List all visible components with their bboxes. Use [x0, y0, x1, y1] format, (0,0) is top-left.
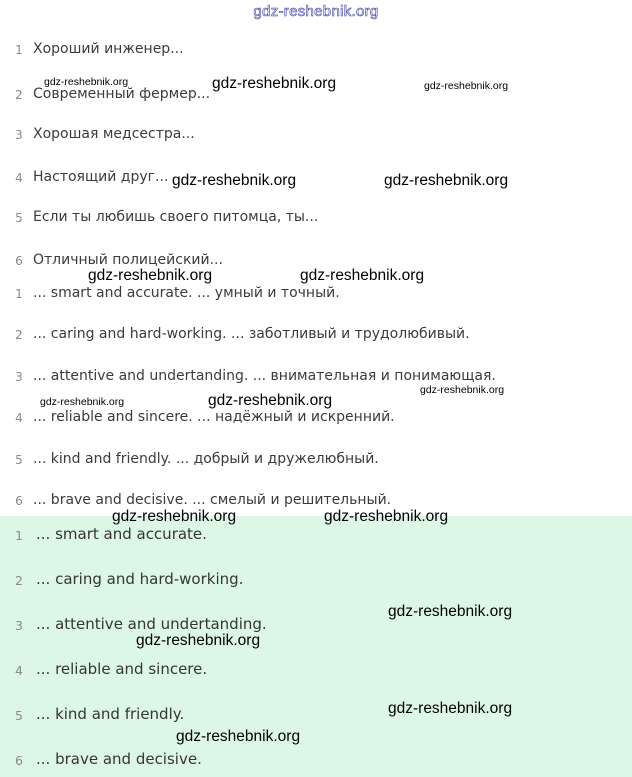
- item-text: ... smart and accurate. ... умный и точный.: [33, 285, 340, 301]
- watermark: gdz-reshebnik.org: [44, 76, 129, 88]
- item-text: ... attentive and undertanding. ... внимательная и понимающая.: [33, 368, 496, 384]
- item-text: Хорошая медсестра...: [33, 126, 195, 142]
- item-text: Современный фермер...: [33, 86, 211, 102]
- item-text: Отличный полицейский...: [33, 252, 223, 268]
- item-text: ... reliable and sincere.: [36, 660, 208, 678]
- item-number: 6: [15, 254, 23, 268]
- item-number: 4: [15, 171, 23, 185]
- item-number: 3: [15, 618, 23, 633]
- item-text: ... brave and decisive.: [36, 750, 202, 768]
- watermark: gdz-reshebnik.org: [324, 508, 449, 525]
- watermark: gdz-reshebnik.org: [208, 392, 333, 409]
- item-text: ... reliable and sincere. ... надёжный и искренний.: [33, 409, 395, 425]
- item-number: 2: [15, 328, 23, 342]
- watermark: gdz-reshebnik.org: [424, 80, 509, 92]
- item-number: 5: [15, 211, 23, 225]
- item-number: 1: [15, 287, 23, 301]
- watermark: gdz-reshebnik.org: [388, 603, 513, 620]
- item-number: 3: [15, 370, 23, 384]
- watermark: gdz-reshebnik.org: [88, 267, 213, 284]
- item-text: ... brave and decisive. ... смелый и решительный.: [33, 492, 392, 508]
- item-text: Если ты любишь своего питомца, ты...: [33, 209, 319, 225]
- watermark: gdz-reshebnik.org: [300, 267, 425, 284]
- watermark: gdz-reshebnik.org: [388, 700, 513, 717]
- item-text: ... attentive and undertanding.: [36, 615, 267, 633]
- item-number: 2: [15, 88, 23, 102]
- watermark: gdz-reshebnik.org: [212, 75, 337, 92]
- item-number: 1: [15, 528, 23, 543]
- item-text: ... kind and friendly. ... добрый и дружелюбный.: [33, 451, 379, 467]
- answer-panel: [0, 516, 632, 777]
- item-text: ... kind and friendly.: [36, 705, 185, 723]
- watermark: gdz-reshebnik.org: [384, 172, 509, 189]
- item-text: ... smart and accurate.: [36, 525, 207, 543]
- item-text: Хороший инженер...: [33, 41, 184, 57]
- item-number: 2: [15, 573, 23, 588]
- watermark: gdz-reshebnik.org: [40, 396, 125, 408]
- item-number: 5: [15, 708, 23, 723]
- watermark: gdz-reshebnik.org: [172, 172, 297, 189]
- item-number: 4: [15, 663, 23, 678]
- item-text: Настоящий друг...: [33, 169, 169, 185]
- watermark: gdz-reshebnik.org: [136, 632, 261, 649]
- header-watermark: gdz-reshebnik.org: [253, 3, 379, 20]
- watermark: gdz-reshebnik.org: [176, 728, 301, 745]
- watermark: gdz-reshebnik.org: [420, 384, 505, 396]
- item-number: 5: [15, 453, 23, 467]
- item-number: 3: [15, 128, 23, 142]
- item-number: 4: [15, 411, 23, 425]
- item-number: 1: [15, 43, 23, 57]
- item-number: 6: [15, 753, 23, 768]
- watermark: gdz-reshebnik.org: [112, 508, 237, 525]
- item-text: ... caring and hard-working.: [36, 570, 244, 588]
- item-number: 6: [15, 494, 23, 508]
- item-text: ... caring and hard-working. ... заботливый и трудолюбивый.: [33, 326, 470, 342]
